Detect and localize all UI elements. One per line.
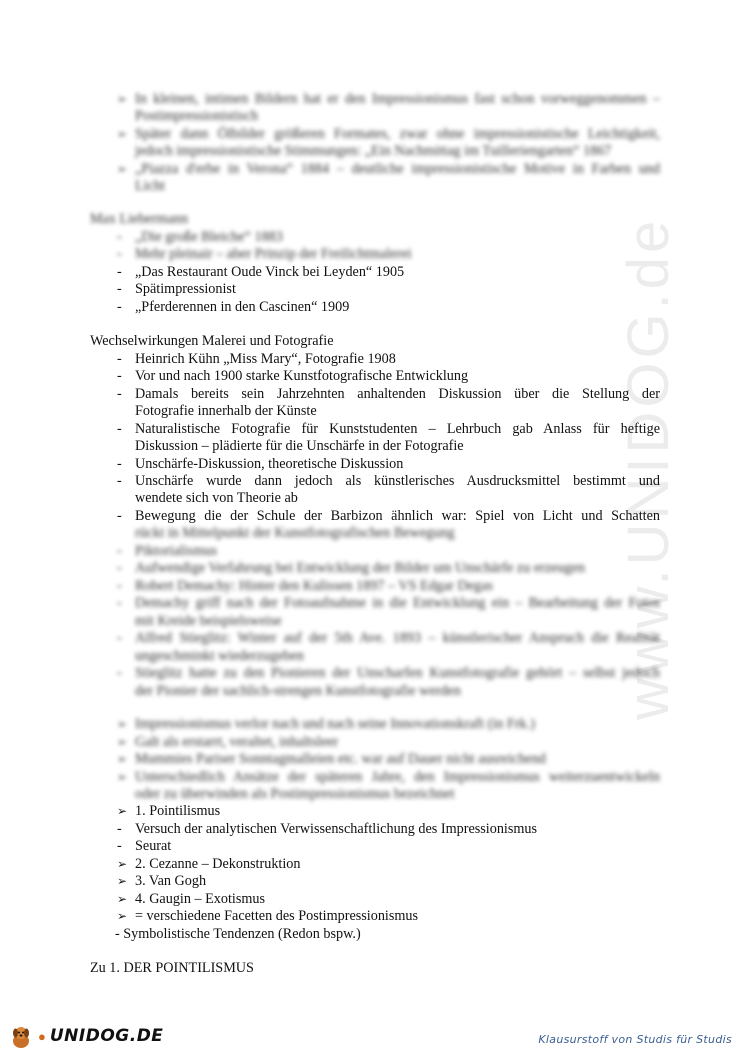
section-heading: Zu 1. DER POINTILISMUS — [90, 960, 254, 976]
arrow-bullet: ➢ — [117, 857, 128, 871]
dash-bullet: - — [117, 560, 122, 576]
list-item: 2. Cezanne – Dekonstruktion — [135, 856, 301, 872]
dash-bullet: - — [117, 281, 122, 297]
list-item: Bewegung die der Schule der Barbizon ähnlich war: Spiel von Licht und Schatten — [135, 508, 660, 524]
list-item: Versuch der analytischen Verwissenschaftlichung des Impressionismus — [135, 821, 538, 837]
blurred-text: Postimpressionistisch — [135, 108, 258, 124]
dash-bullet: - — [117, 229, 122, 245]
list-item: Unschärfe-Diskussion, theoretische Diskussion — [135, 456, 404, 472]
blurred-text: Piktorialismus — [135, 543, 217, 559]
arrow-bullet: ➢ — [117, 162, 128, 176]
dash-bullet: - — [117, 595, 122, 611]
dash-bullet: - — [117, 665, 122, 681]
unidog-logo — [8, 1022, 163, 1052]
blurred-text: Mehr pleinair – aber Prinzip der Freilichtmalerei — [135, 246, 412, 262]
blurred-text: der Pionier der sachlich-strengen Kunstfotografie werden — [135, 683, 461, 699]
list-item-continuation: wendete sich von Theorie ab — [135, 490, 298, 506]
list-item: Seurat — [135, 838, 172, 854]
list-item: 1. Pointilismus — [135, 803, 221, 819]
list-item: = verschiedene Facetten des Postimpressionismus — [135, 908, 419, 924]
dash-bullet: - — [117, 578, 122, 594]
list-item: Unschärfe wurde dann jedoch als künstlerisches Ausdrucksmittel bestimmt und — [135, 473, 660, 489]
paw-icon: ● — [38, 1029, 46, 1045]
dash-bullet: - — [117, 264, 122, 280]
blurred-text: Unterschiedlich Ansätze der späteren Jahre, den Impressionismus weiterzuentwickeln — [135, 769, 660, 785]
arrow-bullet: ➢ — [117, 717, 128, 731]
dash-bullet: - — [117, 421, 122, 437]
blurred-text: Demachy griff nach der Fotoaufnahme in die Entwicklung ein – Bearbeitung der Fotos — [135, 595, 660, 611]
dash-bullet: - — [117, 508, 122, 524]
dash-bullet: - — [117, 386, 122, 402]
list-item: Naturalistische Fotografie für Kunststudenten – Lehrbuch gab Anlass für heftige — [135, 421, 660, 437]
section-heading: Max Liebermann — [90, 211, 189, 227]
dash-bullet: - — [117, 630, 122, 646]
arrow-bullet: ➢ — [117, 127, 128, 141]
arrow-bullet: ➢ — [117, 735, 128, 749]
list-item: 3. Van Gogh — [135, 873, 207, 889]
blurred-text: Später dann Ölbilder größeren Formates, zwar ohne impressionistische Leichtigkeit, — [135, 126, 660, 142]
list-item: 4. Gaugin – Exotismus — [135, 891, 266, 907]
dash-bullet: - — [117, 351, 122, 367]
dash-bullet: - — [117, 246, 122, 262]
dog-icon — [8, 1024, 34, 1050]
dash-bullet: - — [117, 456, 122, 472]
blurred-text: Mummies Pariser Sonntagmalleien etc. war auf Dauer nicht ausreichend — [135, 751, 546, 767]
blurred-text: In kleinen, intimen Bildern hat er den Impressionismus fast schon vorweggenommen – — [135, 91, 660, 107]
blurred-text: „Piazza d'erbe in Verona“ 1884 – deutliche impressionistische Motive in Farben und — [135, 161, 660, 177]
arrow-bullet: ➢ — [117, 92, 128, 106]
blurred-text: Licht — [135, 178, 165, 194]
footer-tagline: Klausurstoff von Studis für Studis — [538, 1033, 732, 1046]
dash-bullet: - — [117, 821, 122, 837]
blurred-text: Aufwendige Verfahrung bei Entwicklung der Bilder um Unschärfe zu erzeugen — [135, 560, 586, 576]
dash-bullet: - — [117, 838, 122, 854]
section-heading: Wechselwirkungen Malerei und Fotografie — [90, 333, 334, 349]
blurred-text: Stieglitz hatte zu den Pionieren der Unscharfen Kunstfotografie gehört – selbst jedoch — [135, 665, 660, 681]
blurred-text: „Die große Bleiche“ 1883 — [135, 229, 283, 245]
list-item: - Symbolistische Tendenzen (Redon bspw.) — [115, 926, 361, 942]
arrow-bullet: ➢ — [117, 752, 128, 766]
list-item: Heinrich Kühn „Miss Mary“, Fotografie 1908 — [135, 351, 396, 367]
dash-bullet: - — [117, 368, 122, 384]
list-item: „Pferderennen in den Cascinen“ 1909 — [135, 299, 350, 315]
arrow-bullet: ➢ — [117, 874, 128, 888]
blurred-text: Galt als erstarrt, veraltet, inhaltsleer — [135, 734, 339, 750]
watermark-text: www.UNIDOG.de — [616, 216, 681, 720]
dash-bullet: - — [117, 543, 122, 559]
list-item: Damals bereits sein Jahrzehnten anhaltenden Diskussion über die Stellung der — [135, 386, 660, 402]
blurred-text: ungeschminkt wiederzugeben — [135, 648, 305, 664]
list-item: Spätimpressionist — [135, 281, 236, 297]
blurred-text: oder zu überwinden als Postimpressionismus bezeichnet — [135, 786, 455, 802]
arrow-bullet: ➢ — [117, 770, 128, 784]
arrow-bullet: ➢ — [117, 909, 128, 923]
blurred-text: mit Kreide beispielsweise — [135, 613, 282, 629]
logo-text: UNIDOG.DE — [49, 1026, 164, 1047]
arrow-bullet: ➢ — [117, 804, 128, 818]
dash-bullet: - — [117, 473, 122, 489]
blurred-text: rückt in Mittelpunkt der Kunstfotografischen Bewegung — [135, 525, 455, 541]
list-item: „Das Restaurant Oude Vinck bei Leyden“ 1905 — [135, 264, 405, 280]
blurred-text: jedoch impressionistische Stimmungen: „Ein Nachmittag im Tuilleriengarten“ 1867 — [135, 143, 612, 159]
list-item: Vor und nach 1900 starke Kunstfotografische Entwicklung — [135, 368, 469, 384]
list-item-continuation: Diskussion – plädierte für die Unschärfe in der Fotografie — [135, 438, 464, 454]
list-item-continuation: Fotografie innerhalb der Künste — [135, 403, 317, 419]
arrow-bullet: ➢ — [117, 892, 128, 906]
dash-bullet: - — [117, 299, 122, 315]
blurred-text: Impressionismus verlor nach und nach seine Innovationskraft (in Frk.) — [135, 716, 535, 732]
blurred-text: Alfred Stieglitz: Winter auf der 5th Ave. 1893 – künstlerischer Anspruch die Realität — [135, 630, 660, 646]
blurred-text: Robert Demachy: Hinter den Kulissen 1897 – VS Edgar Degas — [135, 578, 493, 594]
